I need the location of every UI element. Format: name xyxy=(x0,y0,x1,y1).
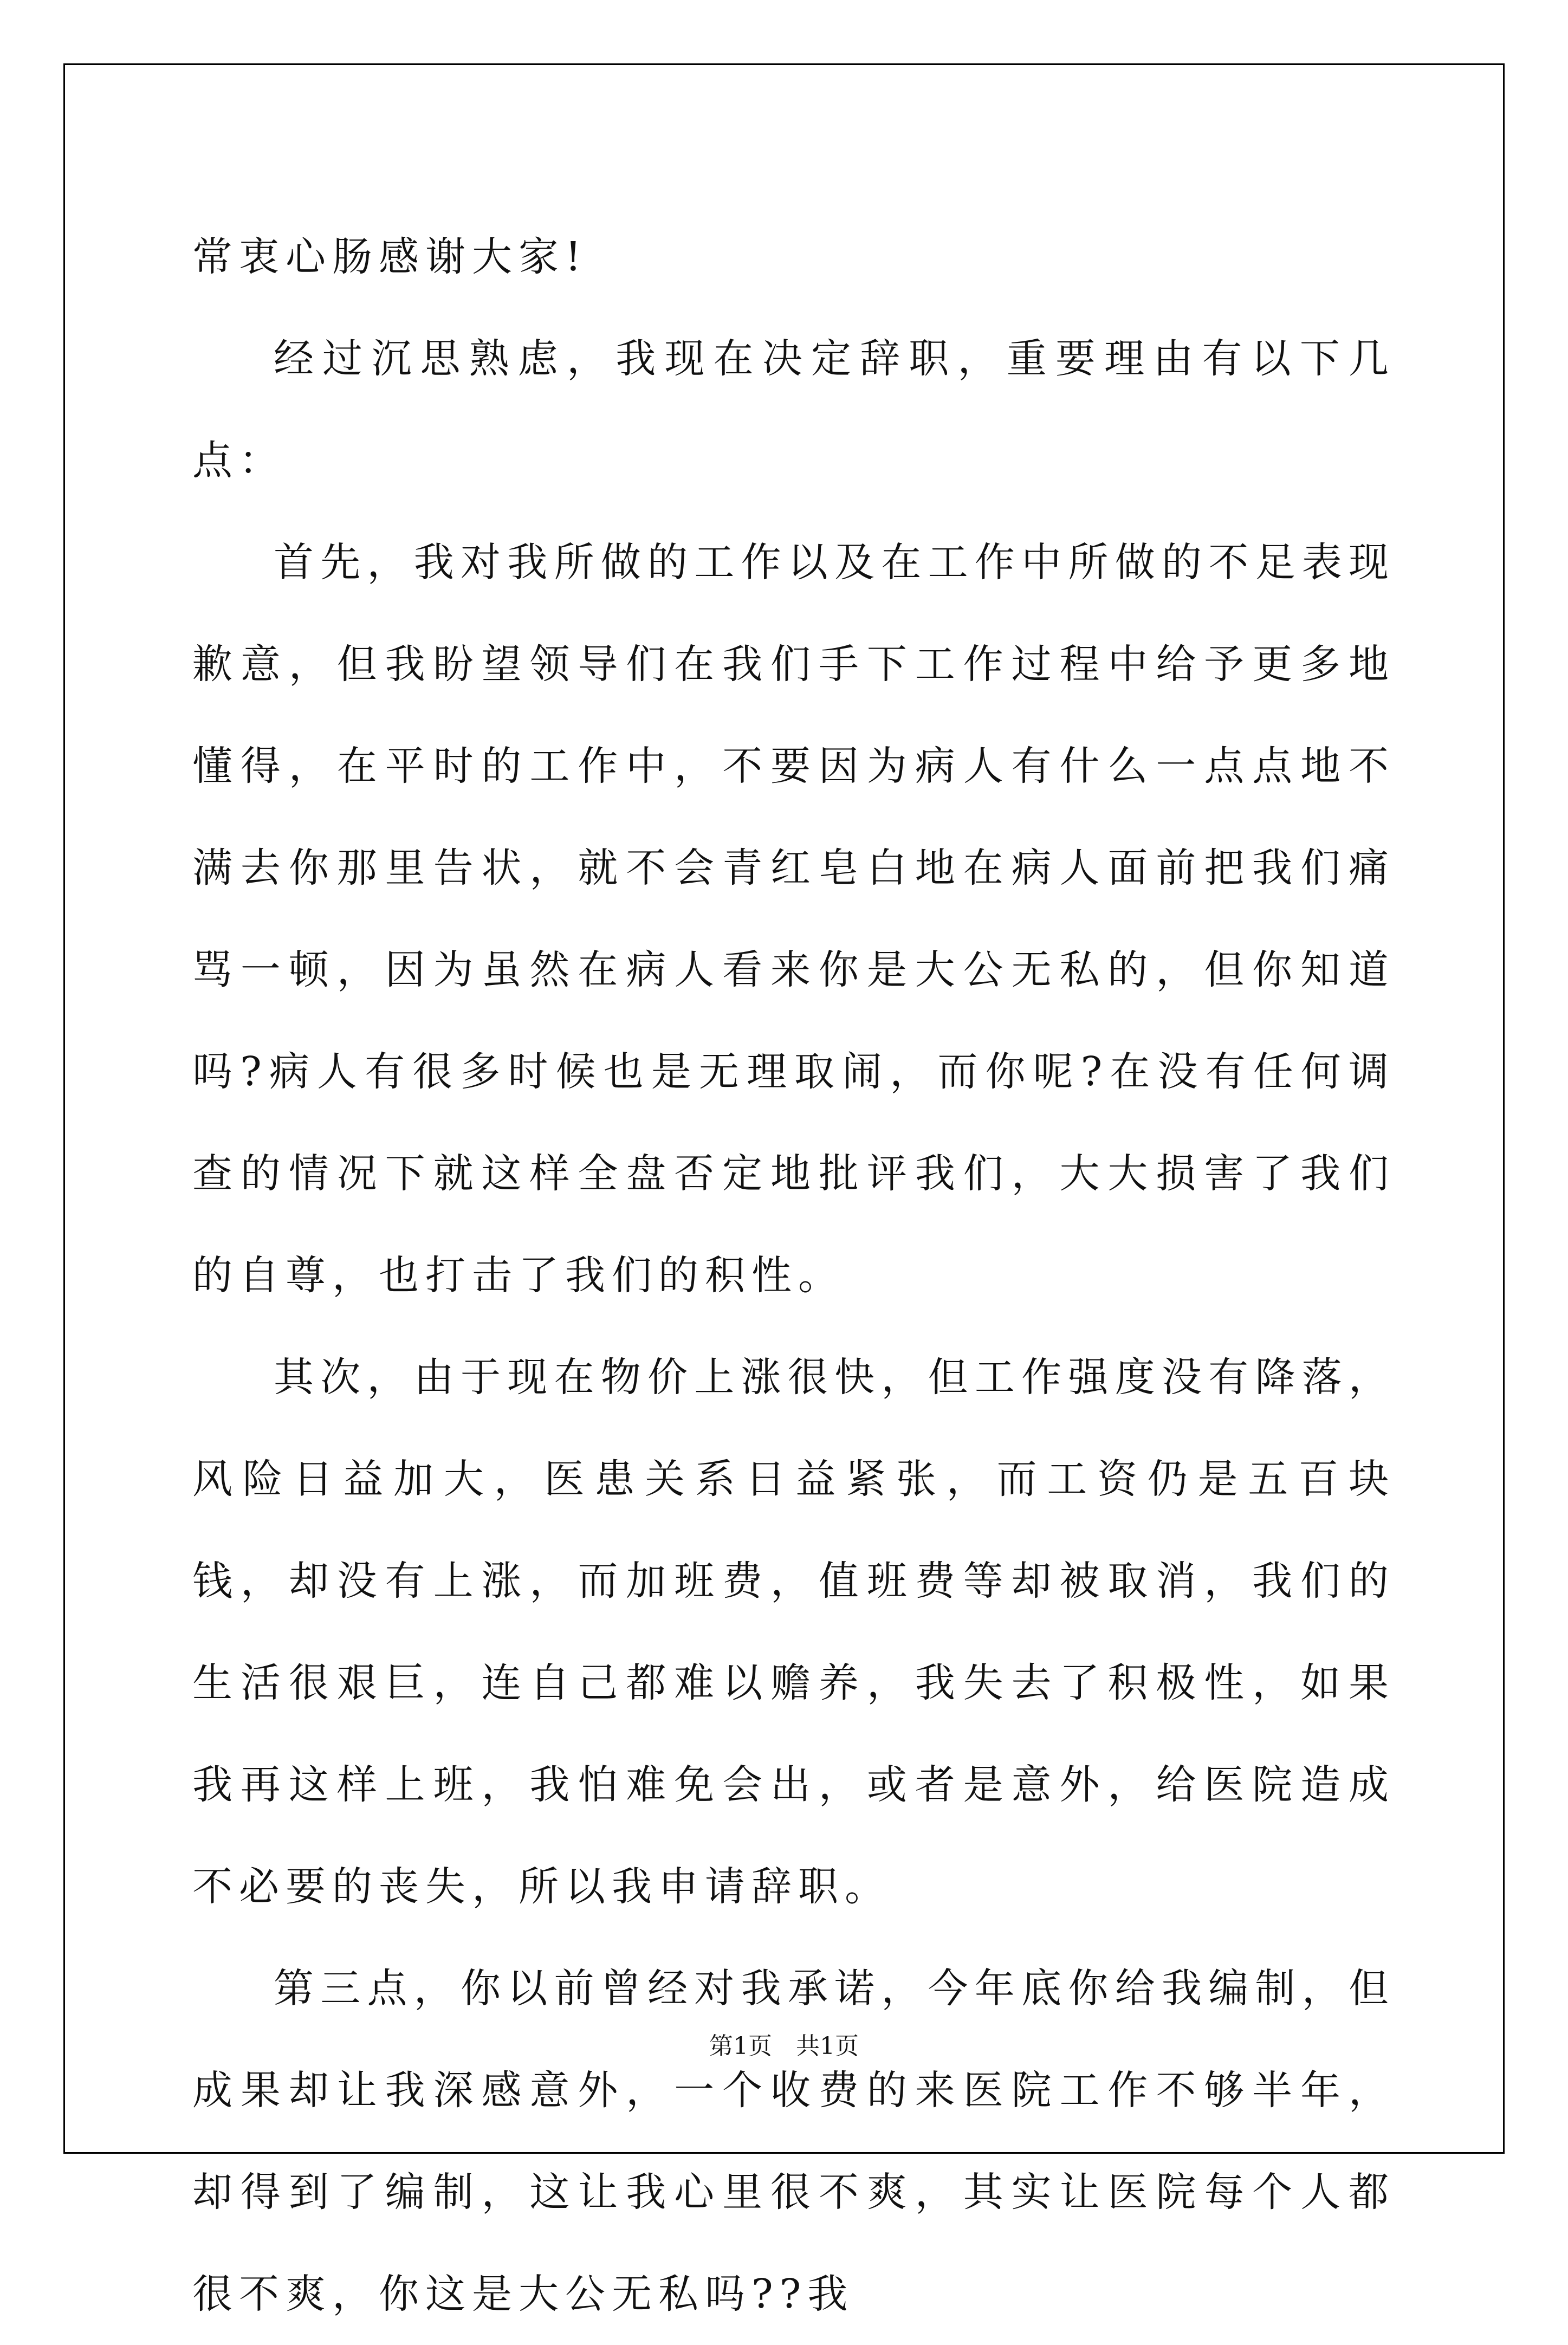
paragraph-third-reason: 第三点，你以前曾经对我承诺，今年底你给我编制，但成果却让我深感意外，一个收费的来医院工作不够半年，却得到了编制，这让我心里很不爽，其实让医院每个人都很不爽，你这是大公无私吗??我 xyxy=(192,1965,1395,2317)
page-number-label: 第1页 共1页 xyxy=(709,2032,859,2060)
paragraph-decision: 经过沉思熟虑，我现在决定辞职，重要理由有以下几点： xyxy=(192,335,1395,484)
page-footer xyxy=(0,2026,1568,2061)
paragraph-first-reason: 首先，我对我所做的工作以及在工作中所做的不足表现歉意，但我盼望领导们在我们手下工作过程中给予更多地懂得，在平时的工作中，不要因为病人有什么一点点地不满去你那里告状，就不会青红皂白地在病人面前把我们痛骂一顿，因为虽然在病人看来你是大公无私的，但你知道吗?病人有很多时候也是无理取闹，而你呢?在没有任何调查的情况下就这样全盘否定地批评我们，大大损害了我们的自尊，也打击了我们的积性。 xyxy=(192,539,1395,1299)
paragraph-second-reason: 其次，由于现在物价上涨很快，但工作强度没有降落，风险日益加大，医患关系日益紧张，而工资仍是五百块钱，却没有上涨，而加班费，值班费等却被取消，我们的生活很艰巨，连自己都难以赡养，我失去了积极性，如果我再这样上班，我怕难免会出，或者是意外，给医院造成不必要的丧失，所以我申请辞职。 xyxy=(192,1354,1395,1910)
paragraph-opening-line: 常衷心肠感谢大家! xyxy=(192,234,588,280)
document-body xyxy=(192,206,1395,2345)
